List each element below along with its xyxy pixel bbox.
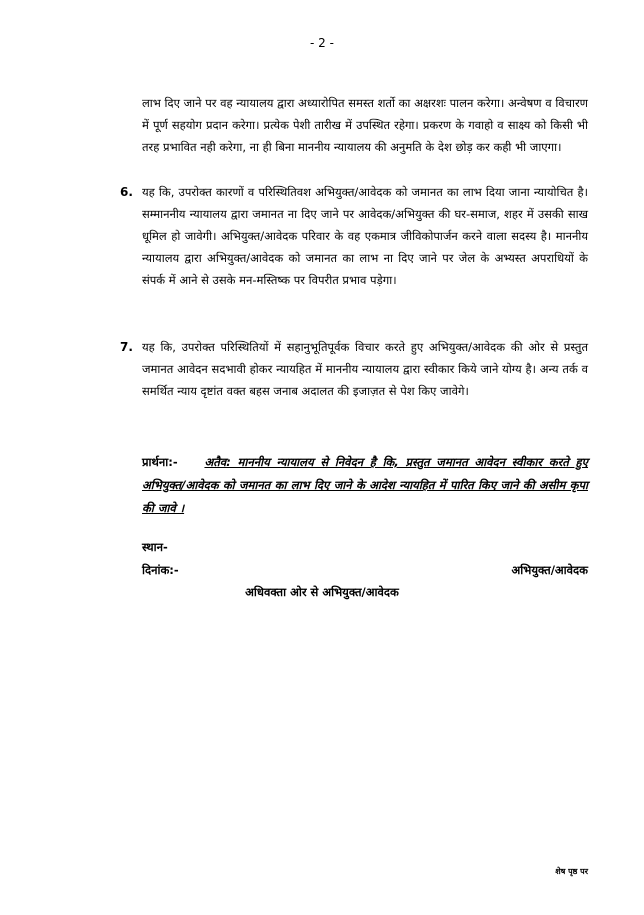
date-label: दिनांक:- — [142, 563, 179, 577]
paragraph-7-number: 7. — [120, 340, 133, 354]
paragraph-6-text: यह कि, उपरोक्त कारणों व परिस्थितिवश अभियुक्त/आवेदक को जमानत का लाभ दिया जाना न्यायोचित है। सम्माननीय न्यायालय द्वारा जमानत ना दिए जाने पर आवेदक/अभियुक्त की घर-समाज, शहर में उसकी साख धूमिल हो जावेगी। अभियुक्त/आवेदक परिवार के वह एकमात्र जीविकोपार्जन करने वाला सदस्य है। माननीय न्यायालय द्वारा अभियुक्त/आवेदक को जमानत का लाभ ना दिए जाने पर जेल के अभ्यस्त अपराधियों के संपर्क में आने से उसके मन-मस्तिष्क पर विपरीत प्रभाव पड़ेगा। — [142, 185, 588, 287]
advocate-signature-label: अधिवक्ता ओर से अभियुक्त/आवेदक — [245, 585, 399, 599]
continued-footer: शेष पृष्ठ पर — [555, 867, 588, 876]
page-number: - 2 - — [310, 36, 334, 50]
paragraph-6-number: 6. — [120, 185, 133, 199]
accused-signature-label: अभियुक्त/आवेदक — [511, 563, 588, 577]
prayer-label: प्रार्थना:- — [142, 455, 178, 469]
paragraph-7-text: यह कि, उपरोक्त परिस्थितियों में सहानुभूतिपूर्वक विचार करते हुए अभियुक्त/आवेदक की ओर से प्रस्तुत जमानत आवेदन सदभावी होकर न्यायहित में माननीय न्यायालय द्वारा स्वीकार किये जाने योग्य है। अन्य तर्क व समर्थित न्याय दृष्टांत वक्त बहस जनाब अदालत की इजाज़त से पेश किए जावेगे। — [142, 340, 588, 398]
prayer-text: अतैव: माननीय न्यायालय से निवेदन है कि, प्रस्तुत जमानत आवेदन स्वीकार करते हुए अभियुक्त/आवेदक को जमानत का लाभ दिए जाने के आदेश न्यायहित में पारित किए जाने की असीम कृपा की जावे । — [142, 455, 589, 515]
place-label: स्थान- — [142, 540, 168, 554]
prayer-section — [142, 451, 588, 520]
continuation-paragraph: लाभ दिए जाने पर वह न्यायालय द्वारा अध्यारोपित समस्त शर्तो का अक्षरशः पालन करेगा। अन्वेषण व विचारण में पूर्ण सहयोग प्रदान करेगा। प्रत्येक पेशी तारीख में उपस्थित रहेगा। प्रकरण के गवाहो व साक्ष्य को किसी भी तरह प्रभावित नही करेगा, ना ही बिना माननीय न्यायालय की अनुमति के देश छोड़ कर कही भी जाएगा। — [142, 96, 588, 154]
